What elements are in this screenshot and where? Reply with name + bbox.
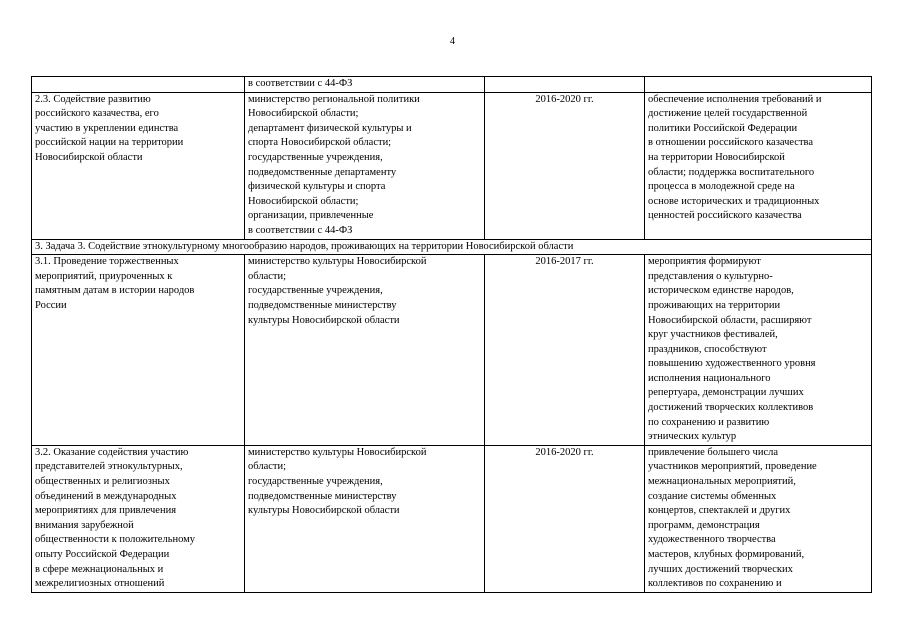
measure-cell-line: общественности к положительному: [35, 534, 196, 546]
measure-cell-line: российского казачества, его: [35, 108, 159, 120]
result-cell-line: достижений творческих коллективов: [648, 402, 814, 414]
result-cell-line: на территории Новосибирской: [648, 151, 785, 163]
executor-cell-line: культуры Новосибирской области: [248, 314, 400, 326]
result-cell-line: представления о культурно-: [648, 270, 773, 282]
executor-cell-line: области;: [248, 461, 287, 473]
executor-cell-line: Новосибирской области;: [248, 108, 359, 120]
measure-cell-line: участию в укреплении единства: [35, 122, 179, 134]
measure-cell-line: Новосибирской области: [35, 151, 143, 163]
result-cell-line: обеспечение исполнения требований и: [648, 93, 822, 105]
executor-cell: [245, 255, 485, 446]
result-cell-line: области; поддержка воспитательного: [648, 166, 815, 178]
result-cell-line: лучших достижений творческих: [648, 563, 793, 575]
measure-cell-line: российской нации на территории: [35, 137, 184, 149]
measure-cell-line: межрелигиозных отношений: [35, 578, 165, 590]
measure-cell-line: памятным датам в истории народов: [35, 285, 195, 297]
table-body: [32, 77, 872, 593]
result-cell-line: повышению художественного уровня: [648, 358, 816, 370]
executor-cell-line: департамент физической культуры и: [248, 122, 412, 134]
executor-cell-line: организации, привлеченные: [248, 210, 374, 222]
measure-cell-line: России: [35, 299, 67, 311]
executor-cell-line: подведомственные министерству: [248, 299, 397, 311]
executor-cell-line: министерство культуры Новосибирской: [248, 446, 427, 458]
measure-cell-line: 2.3. Содействие развитию: [35, 93, 151, 105]
measure-cell-line: мероприятиях для привлечения: [35, 505, 177, 517]
table-row: [32, 77, 872, 93]
result-cell-line: коллективов по сохранению и: [648, 578, 782, 590]
measures-table: [31, 76, 872, 593]
period-cell: 2016-2020 гг.: [485, 445, 645, 592]
result-cell-line: мероприятия формируют: [648, 256, 761, 268]
executor-cell-line: Новосибирской области;: [248, 195, 359, 207]
result-cell: [645, 445, 872, 592]
executor-cell-line: подведомственные министерству: [248, 490, 397, 502]
result-cell-line: создание системы обменных: [648, 490, 777, 502]
result-cell-line: исполнения национального: [648, 372, 771, 384]
measure-cell: [32, 445, 245, 592]
result-cell-line: ценностей российского казачества: [648, 210, 802, 222]
result-cell-line: репертуара, демонстрации лучших: [648, 387, 804, 399]
measure-cell-line: объединений в международных: [35, 490, 177, 502]
executor-cell-line: в соответствии с 44-ФЗ: [248, 78, 353, 89]
result-cell-line: праздников, способствуют: [648, 343, 767, 355]
measure-cell-line: 3.2. Оказание содействия участию: [35, 446, 189, 458]
result-cell-line: мастеров, клубных формирований,: [648, 549, 805, 560]
result-cell-line: по сохранению и развитию: [648, 416, 770, 428]
measure-cell-line: внимания зарубежной: [35, 519, 134, 531]
measure-cell-line: общественных и религиозных: [35, 476, 170, 488]
result-cell: [645, 255, 872, 446]
measure-cell-line: опыту Российской Федерации: [35, 549, 170, 560]
result-cell-line: художественного творчества: [648, 534, 776, 546]
measure-cell: [32, 255, 245, 446]
result-cell-line: достижение целей государственной: [648, 108, 808, 120]
measure-cell: [32, 77, 245, 93]
result-cell-line: историческом единстве народов,: [648, 285, 794, 297]
task-heading: 3. Задача 3. Содействие этнокультурному многообразию народов, проживающих на территории Новосибирской области: [32, 239, 872, 255]
result-cell-line: привлечение большего числа: [648, 446, 779, 458]
measure-cell-line: мероприятий, приуроченных к: [35, 270, 173, 282]
table-row: [32, 255, 872, 446]
period-cell: [485, 77, 645, 93]
executor-cell: [245, 77, 485, 93]
result-cell-line: межнациональных мероприятий,: [648, 476, 796, 488]
executor-cell-line: государственные учреждения,: [248, 151, 383, 163]
result-cell-line: в отношении российского казачества: [648, 137, 814, 149]
result-cell: [645, 92, 872, 239]
result-cell-line: участников мероприятий, проведение: [648, 461, 817, 473]
result-cell-line: этнических культур: [648, 431, 737, 443]
task-row: [32, 239, 872, 255]
result-cell-line: концертов, спектаклей и других: [648, 505, 791, 517]
result-cell-line: политики Российской Федерации: [648, 122, 798, 134]
result-cell-line: проживающих на территории: [648, 299, 781, 311]
result-cell-line: процесса в молодежной среде на: [648, 181, 795, 193]
result-cell-line: круг участников фестивалей,: [648, 329, 778, 341]
executor-cell-line: министерство региональной политики: [248, 93, 420, 105]
executor-cell: [245, 445, 485, 592]
executor-cell-line: физической культуры и спорта: [248, 181, 386, 193]
measure-cell: [32, 92, 245, 239]
page-number: 4: [450, 36, 455, 47]
table-row: [32, 92, 872, 239]
period-cell: 2016-2017 гг.: [485, 255, 645, 446]
executor-cell-line: области;: [248, 270, 287, 282]
executor-cell-line: спорта Новосибирской области;: [248, 137, 392, 149]
measure-cell-line: представителей этнокультурных,: [35, 461, 183, 473]
measure-cell-line: в сфере межнациональных и: [35, 563, 164, 575]
measure-cell-line: 3.1. Проведение торжественных: [35, 256, 179, 268]
executor-cell: [245, 92, 485, 239]
result-cell-line: основе исторических и традиционных: [648, 195, 820, 207]
result-cell: [645, 77, 872, 93]
executor-cell-line: культуры Новосибирской области: [248, 505, 400, 517]
executor-cell-line: государственные учреждения,: [248, 476, 383, 488]
executor-cell-line: в соответствии с 44-ФЗ: [248, 224, 353, 236]
executor-cell-line: министерство культуры Новосибирской: [248, 256, 427, 268]
result-cell-line: Новосибирской области, расширяют: [648, 314, 812, 326]
table-row: [32, 445, 872, 592]
executor-cell-line: государственные учреждения,: [248, 285, 383, 297]
period-cell: 2016-2020 гг.: [485, 92, 645, 239]
executor-cell-line: подведомственные департаменту: [248, 166, 397, 178]
result-cell-line: программ, демонстрация: [648, 519, 760, 531]
